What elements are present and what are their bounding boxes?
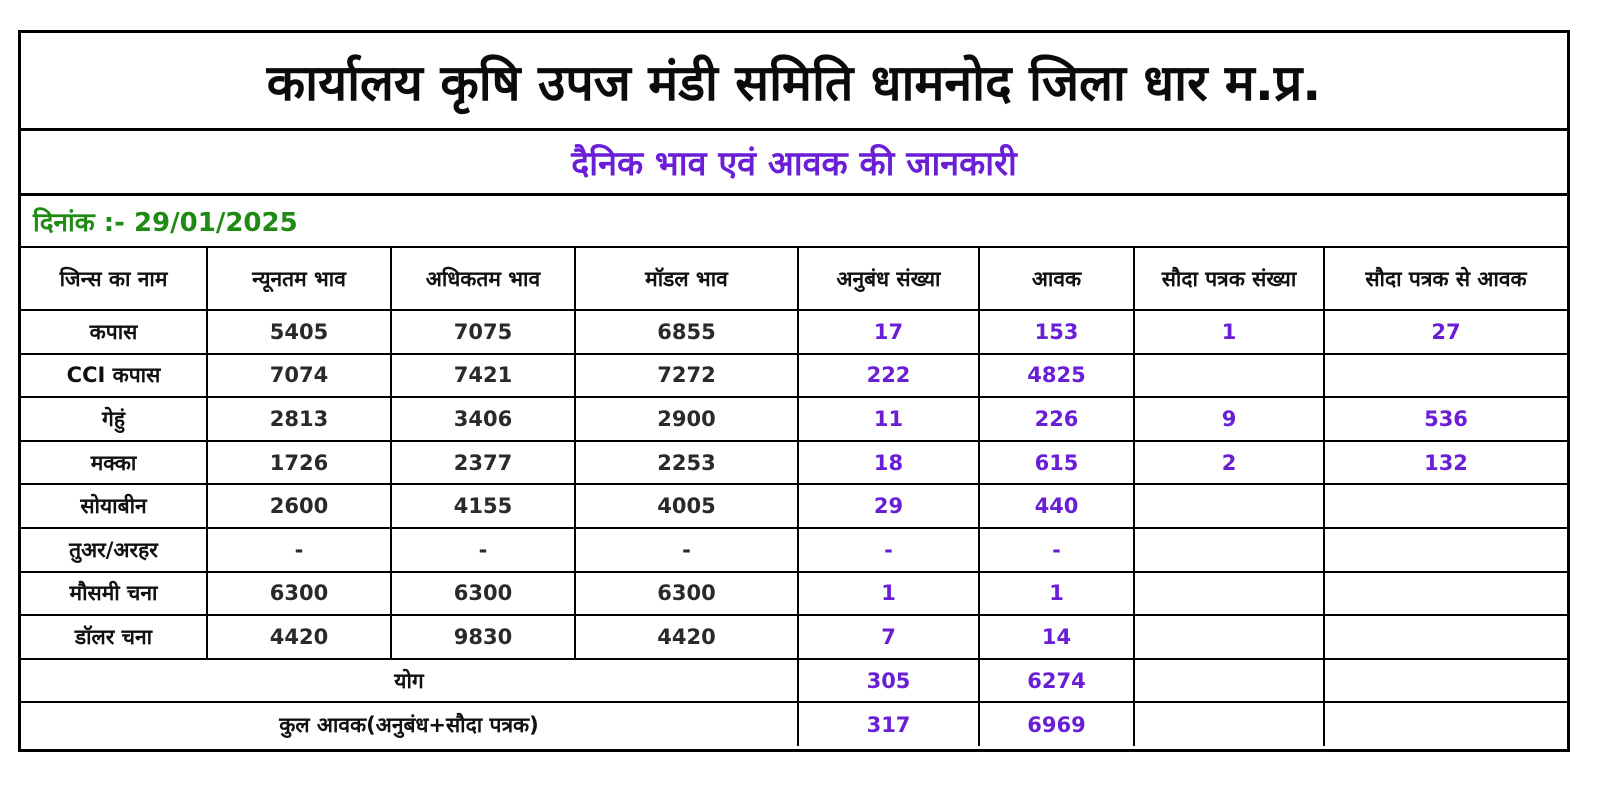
report-subtitle: दैनिक भाव एवं आवक की जानकारी bbox=[21, 131, 1567, 196]
commodity-cell: कपास bbox=[21, 310, 207, 354]
col-header-min-price: न्यूनतम भाव bbox=[207, 248, 391, 310]
col-header-slip-arrival: सौदा पत्रक से आवक bbox=[1324, 248, 1567, 310]
grand-total-row bbox=[21, 702, 1567, 746]
model-price-cell: 6300 bbox=[575, 572, 798, 616]
table-header-row bbox=[21, 248, 1567, 310]
min-price-cell: 2600 bbox=[207, 484, 391, 528]
col-header-max-price: अधिकतम भाव bbox=[391, 248, 575, 310]
slip-arrival-cell bbox=[1324, 572, 1567, 616]
total-row-label: योग bbox=[21, 659, 798, 703]
col-header-slip-count: सौदा पत्रक संख्या bbox=[1134, 248, 1324, 310]
arrival-cell: 1 bbox=[979, 572, 1134, 616]
total-row-empty-cell bbox=[1324, 659, 1567, 703]
commodity-cell: CCI कपास bbox=[21, 354, 207, 398]
slip-arrival-cell: 536 bbox=[1324, 397, 1567, 441]
slip-arrival-cell bbox=[1324, 528, 1567, 572]
grand-total-row-empty-cell bbox=[1134, 702, 1324, 746]
commodity-cell: सोयाबीन bbox=[21, 484, 207, 528]
arrival-cell: 4825 bbox=[979, 354, 1134, 398]
col-header-contract-count: अनुबंध संख्या bbox=[798, 248, 979, 310]
contract-count-cell: - bbox=[798, 528, 979, 572]
slip-arrival-cell bbox=[1324, 615, 1567, 659]
model-price-cell: - bbox=[575, 528, 798, 572]
grand-total-row-empty-cell bbox=[1324, 702, 1567, 746]
contract-count-cell: 7 bbox=[798, 615, 979, 659]
slip-arrival-cell bbox=[1324, 484, 1567, 528]
slip-count-cell bbox=[1134, 615, 1324, 659]
slip-arrival-cell: 27 bbox=[1324, 310, 1567, 354]
model-price-cell: 7272 bbox=[575, 354, 798, 398]
model-price-cell: 4420 bbox=[575, 615, 798, 659]
slip-arrival-cell bbox=[1324, 354, 1567, 398]
table-row bbox=[21, 397, 1567, 441]
min-price-cell: 2813 bbox=[207, 397, 391, 441]
slip-count-cell: 1 bbox=[1134, 310, 1324, 354]
slip-count-cell bbox=[1134, 354, 1324, 398]
office-title: कार्यालय कृषि उपज मंडी समिति धामनोद जिला धार म.प्र. bbox=[21, 33, 1567, 131]
model-price-cell: 2253 bbox=[575, 441, 798, 485]
slip-count-cell: 9 bbox=[1134, 397, 1324, 441]
commodity-cell: मौसमी चना bbox=[21, 572, 207, 616]
min-price-cell: 1726 bbox=[207, 441, 391, 485]
table-row bbox=[21, 484, 1567, 528]
col-header-model-price: मॉडल भाव bbox=[575, 248, 798, 310]
table-row bbox=[21, 615, 1567, 659]
contract-count-cell: 11 bbox=[798, 397, 979, 441]
contract-count-cell: 222 bbox=[798, 354, 979, 398]
commodity-cell: डॉलर चना bbox=[21, 615, 207, 659]
min-price-cell: 6300 bbox=[207, 572, 391, 616]
max-price-cell: 9830 bbox=[391, 615, 575, 659]
model-price-cell: 6855 bbox=[575, 310, 798, 354]
grand-total-row-label: कुल आवक(अनुबंध+सौदा पत्रक) bbox=[21, 702, 798, 746]
contract-count-cell: 1 bbox=[798, 572, 979, 616]
max-price-cell: - bbox=[391, 528, 575, 572]
commodity-cell: मक्का bbox=[21, 441, 207, 485]
table-row bbox=[21, 354, 1567, 398]
max-price-cell: 6300 bbox=[391, 572, 575, 616]
col-header-commodity: जिन्स का नाम bbox=[21, 248, 207, 310]
max-price-cell: 7421 bbox=[391, 354, 575, 398]
arrival-cell: 226 bbox=[979, 397, 1134, 441]
total-row bbox=[21, 659, 1567, 703]
max-price-cell: 3406 bbox=[391, 397, 575, 441]
total-row-contract-count: 305 bbox=[798, 659, 979, 703]
commodity-cell: गेहुं bbox=[21, 397, 207, 441]
slip-count-cell bbox=[1134, 572, 1324, 616]
max-price-cell: 4155 bbox=[391, 484, 575, 528]
slip-arrival-cell: 132 bbox=[1324, 441, 1567, 485]
total-row-arrival: 6274 bbox=[979, 659, 1134, 703]
table-row bbox=[21, 572, 1567, 616]
arrival-cell: 14 bbox=[979, 615, 1134, 659]
min-price-cell: - bbox=[207, 528, 391, 572]
slip-count-cell: 2 bbox=[1134, 441, 1324, 485]
commodity-cell: तुअर/अरहर bbox=[21, 528, 207, 572]
contract-count-cell: 18 bbox=[798, 441, 979, 485]
table-row bbox=[21, 528, 1567, 572]
min-price-cell: 5405 bbox=[207, 310, 391, 354]
report-date: दिनांक :- 29/01/2025 bbox=[21, 196, 1567, 248]
rate-sheet bbox=[18, 30, 1570, 752]
model-price-cell: 2900 bbox=[575, 397, 798, 441]
arrival-cell: 440 bbox=[979, 484, 1134, 528]
table-row bbox=[21, 310, 1567, 354]
arrival-cell: 153 bbox=[979, 310, 1134, 354]
total-row-empty-cell bbox=[1134, 659, 1324, 703]
max-price-cell: 7075 bbox=[391, 310, 575, 354]
grand-total-row-contract-count: 317 bbox=[798, 702, 979, 746]
min-price-cell: 7074 bbox=[207, 354, 391, 398]
max-price-cell: 2377 bbox=[391, 441, 575, 485]
slip-count-cell bbox=[1134, 528, 1324, 572]
contract-count-cell: 17 bbox=[798, 310, 979, 354]
rates-table bbox=[21, 248, 1567, 746]
arrival-cell: 615 bbox=[979, 441, 1134, 485]
table-row bbox=[21, 441, 1567, 485]
model-price-cell: 4005 bbox=[575, 484, 798, 528]
min-price-cell: 4420 bbox=[207, 615, 391, 659]
grand-total-row-arrival: 6969 bbox=[979, 702, 1134, 746]
arrival-cell: - bbox=[979, 528, 1134, 572]
slip-count-cell bbox=[1134, 484, 1324, 528]
contract-count-cell: 29 bbox=[798, 484, 979, 528]
col-header-arrival: आवक bbox=[979, 248, 1134, 310]
